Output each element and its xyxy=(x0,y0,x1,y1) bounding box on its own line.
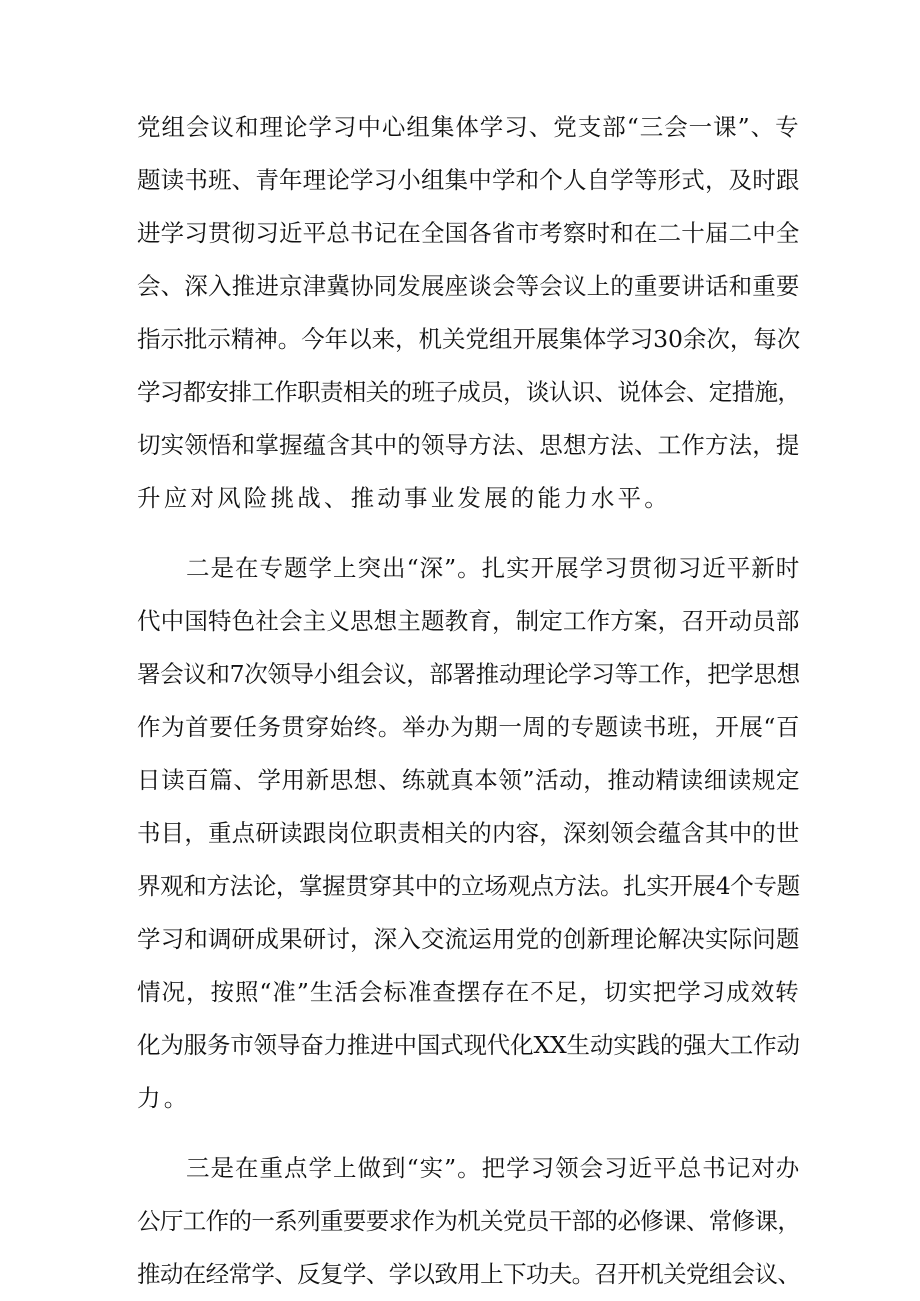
text-line: 题读书班、青年理论学习小组集中学和个人自学等形式，及时跟 xyxy=(137,166,800,194)
text-line: 二是在专题学上突出“深”。扎实开展学习贯彻习近平新时 xyxy=(186,554,801,582)
paragraph-3-line-3 xyxy=(0,1254,920,1294)
paragraph-2-line-11 xyxy=(0,1078,920,1118)
paragraph-3-line-1 xyxy=(0,1148,920,1188)
paragraph-3-line-2 xyxy=(0,1201,920,1241)
paragraph-2-line-8 xyxy=(0,919,920,959)
text-line: 推动在经常学、反复学、学以致用上下功夫。召开机关党组会议、 xyxy=(137,1260,801,1288)
text-line: 指示批示精神。今年以来，机关党组开展集体学习30余次，每次 xyxy=(137,325,801,353)
text-line: 作为首要任务贯穿始终。举办为期一周的专题读书班，开展“百 xyxy=(137,713,801,741)
paragraph-2-line-10 xyxy=(0,1025,920,1065)
paragraph-2-line-1 xyxy=(0,548,920,588)
paragraph-2-line-2 xyxy=(0,601,920,641)
text-line: 力。 xyxy=(137,1084,191,1112)
text-line: 三是在重点学上做到“实”。把学习领会习近平总书记对办 xyxy=(186,1154,801,1182)
text-line: 学习和调研成果研讨，深入交流运用党的创新理论解决实际问题 xyxy=(137,925,800,953)
text-line: 切实领悟和掌握蕴含其中的领导方法、思想方法、工作方法，提 xyxy=(137,431,800,459)
text-line: 会、深入推进京津冀协同发展座谈会等会议上的重要讲话和重要 xyxy=(137,272,800,300)
paragraph-1-line-4 xyxy=(0,266,920,306)
text-line: 化为服务市领导奋力推进中国式现代化XX生动实践的强大工作动 xyxy=(137,1031,800,1059)
paragraph-2-line-3 xyxy=(0,654,920,694)
paragraph-1-line-8 xyxy=(0,478,920,518)
paragraph-2-line-7 xyxy=(0,866,920,906)
text-line: 升应对风险挑战、推动事业发展的能力水平。 xyxy=(137,484,671,512)
text-line: 代中国特色社会主义思想主题教育，制定工作方案，召开动员部 xyxy=(137,607,800,635)
paragraph-2-line-4 xyxy=(0,707,920,747)
paragraph-2-line-9 xyxy=(0,972,920,1012)
text-line: 署会议和7次领导小组会议，部署推动理论学习等工作，把学思想 xyxy=(137,660,800,688)
text-line: 情况，按照“准”生活会标准查摆存在不足，切实把学习成效转 xyxy=(137,978,800,1006)
paragraph-2-line-6 xyxy=(0,813,920,853)
paragraph-2-line-5 xyxy=(0,760,920,800)
text-line: 书目，重点研读跟岗位职责相关的内容，深刻领会蕴含其中的世 xyxy=(137,819,800,847)
paragraph-1-line-5 xyxy=(0,319,920,359)
text-line: 日读百篇、学用新思想、练就真本领”活动，推动精读细读规定 xyxy=(137,766,801,794)
text-line: 学习都安排工作职责相关的班子成员，谈认识、说体会、定措施， xyxy=(137,378,801,406)
paragraph-1-line-7 xyxy=(0,425,920,465)
paragraph-1-line-3 xyxy=(0,213,920,253)
text-line: 党组会议和理论学习中心组集体学习、党支部“三会一课”、专 xyxy=(137,113,800,141)
text-line: 公厅工作的一系列重要要求作为机关党员干部的必修课、常修课， xyxy=(137,1207,801,1235)
text-line: 进学习贯彻习近平总书记在全国各省市考察时和在二十届二中全 xyxy=(137,219,800,247)
text-line: 界观和方法论，掌握贯穿其中的立场观点方法。扎实开展4个专题 xyxy=(137,872,800,900)
paragraph-1-line-1 xyxy=(0,107,920,147)
paragraph-1-line-2 xyxy=(0,160,920,200)
paragraph-1-line-6 xyxy=(0,372,920,412)
